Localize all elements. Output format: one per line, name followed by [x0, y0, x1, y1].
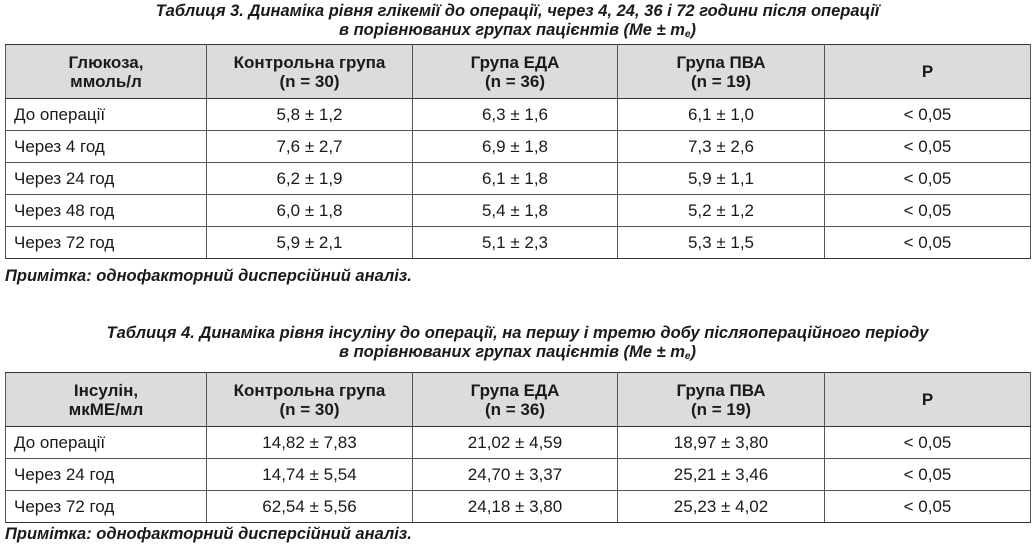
table4-caption — [0, 324, 1035, 366]
cell-value: 24,18 ± 3,80 — [413, 491, 618, 523]
cell-value: 5,9 ± 2,1 — [207, 227, 413, 259]
table3-caption — [0, 2, 1035, 44]
cell-value: 5,9 ± 1,1 — [618, 163, 825, 195]
table3-caption-line2: в порівнюваних групах пацієнтів $(Me \pm m_e)$ — [339, 21, 696, 40]
cell-p-value: < 0,05 — [825, 427, 1031, 459]
table-row — [6, 427, 1031, 459]
cell-p-value: < 0,05 — [825, 131, 1031, 163]
table-row — [6, 131, 1031, 163]
cell-value: 6,9 ± 1,8 — [413, 131, 618, 163]
table3-caption-line1: Таблиця 3. Динаміка рівня глікемії до операції, через 4, 24, 36 і 72 години після операції — [155, 2, 880, 20]
cell-value: 5,4 ± 1,8 — [413, 195, 618, 227]
cell-value: 5,8 ± 1,2 — [207, 99, 413, 131]
table4-header-param: Інсулін, мкМЕ/мл — [6, 373, 207, 427]
table-row — [6, 99, 1031, 131]
cell-p-value: < 0,05 — [825, 99, 1031, 131]
row-label: Через 24 год — [6, 163, 207, 195]
cell-value: 5,2 ± 1,2 — [618, 195, 825, 227]
table-row — [6, 491, 1031, 523]
table-row — [6, 459, 1031, 491]
table3-note: Примітка: однофакторний дисперсійний аналіз. — [5, 267, 412, 285]
table4 — [5, 372, 1031, 523]
cell-value: 6,2 ± 1,9 — [207, 163, 413, 195]
cell-value: 24,70 ± 3,37 — [413, 459, 618, 491]
cell-value: 18,97 ± 3,80 — [618, 427, 825, 459]
table-row — [6, 227, 1031, 259]
row-label: Через 72 год — [6, 491, 207, 523]
cell-p-value: < 0,05 — [825, 163, 1031, 195]
cell-value: 62,54 ± 5,56 — [207, 491, 413, 523]
cell-value: 25,21 ± 3,46 — [618, 459, 825, 491]
table4-header-p: P — [825, 373, 1031, 427]
table4-header-row — [6, 373, 1031, 427]
cell-value: 5,3 ± 1,5 — [618, 227, 825, 259]
cell-value: 7,3 ± 2,6 — [618, 131, 825, 163]
cell-value: 7,6 ± 2,7 — [207, 131, 413, 163]
table3-header-param: Глюкоза, ммоль/л — [6, 45, 207, 99]
row-label: Через 4 год — [6, 131, 207, 163]
table3 — [5, 44, 1031, 259]
table4-note: Примітка: однофакторний дисперсійний аналіз. — [5, 525, 412, 543]
row-label: Через 48 год — [6, 195, 207, 227]
cell-value: 14,74 ± 5,54 — [207, 459, 413, 491]
table-row — [6, 163, 1031, 195]
table3-header-p: P — [825, 45, 1031, 99]
cell-p-value: < 0,05 — [825, 491, 1031, 523]
cell-value: 6,1 ± 1,0 — [618, 99, 825, 131]
cell-value: 6,3 ± 1,6 — [413, 99, 618, 131]
cell-value: 14,82 ± 7,83 — [207, 427, 413, 459]
cell-p-value: < 0,05 — [825, 195, 1031, 227]
cell-value: 25,23 ± 4,02 — [618, 491, 825, 523]
table4-header-pva: Група ПВА (n = 19) — [618, 373, 825, 427]
cell-p-value: < 0,05 — [825, 227, 1031, 259]
cell-value: 5,1 ± 2,3 — [413, 227, 618, 259]
table3-header-pva: Група ПВА (n = 19) — [618, 45, 825, 99]
table3-header-control: Контрольна група (n = 30) — [207, 45, 413, 99]
table-row — [6, 195, 1031, 227]
table4-caption-line2: в порівнюваних групах пацієнтів $(Me \pm m_e)$ — [339, 343, 696, 362]
cell-value: 6,0 ± 1,8 — [207, 195, 413, 227]
row-label: До операції — [6, 99, 207, 131]
cell-p-value: < 0,05 — [825, 459, 1031, 491]
table4-header-eda: Група ЕДА (n = 36) — [413, 373, 618, 427]
table4-caption-line1: Таблиця 4. Динаміка рівня інсуліну до операції, на першу і третю добу післяопераційного періоду — [106, 324, 929, 342]
table3-header-eda: Група ЕДА (n = 36) — [413, 45, 618, 99]
table3-header-row — [6, 45, 1031, 99]
cell-value: 6,1 ± 1,8 — [413, 163, 618, 195]
row-label: Через 72 год — [6, 227, 207, 259]
cell-value: 21,02 ± 4,59 — [413, 427, 618, 459]
table4-header-control: Контрольна група (n = 30) — [207, 373, 413, 427]
row-label: Через 24 год — [6, 459, 207, 491]
row-label: До операції — [6, 427, 207, 459]
